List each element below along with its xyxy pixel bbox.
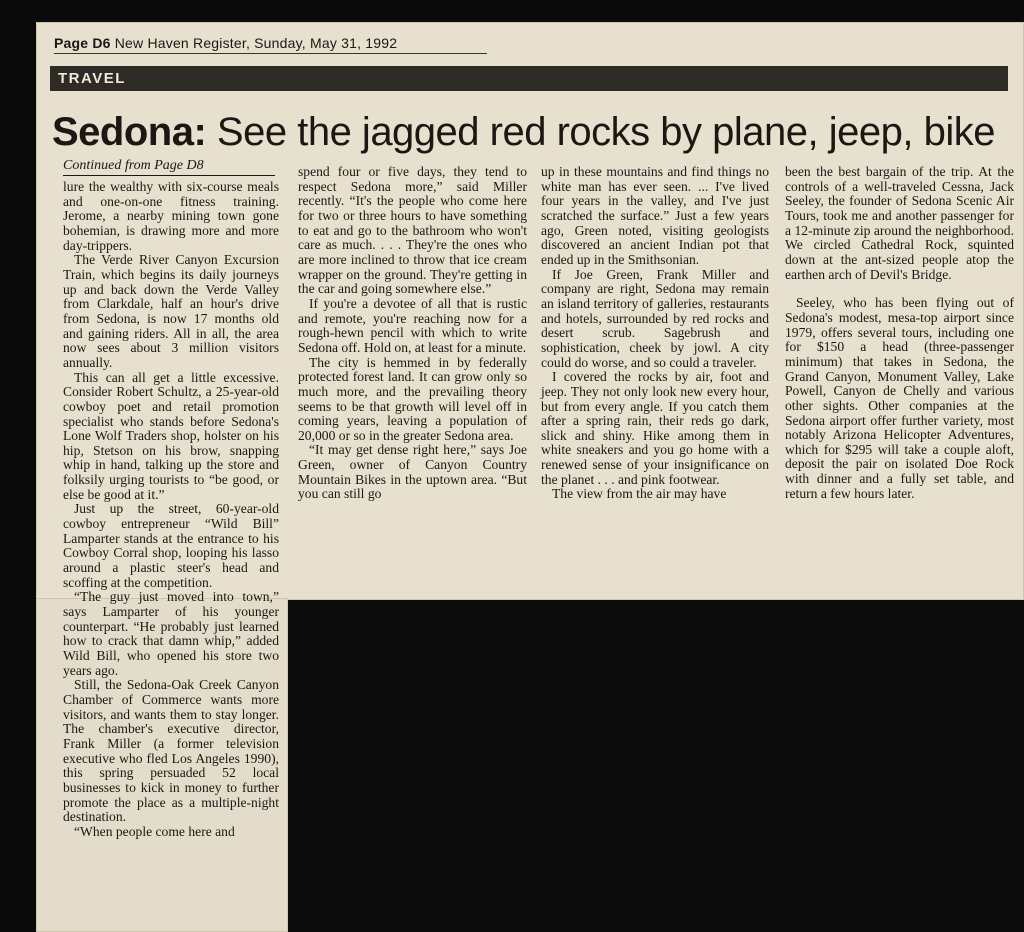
paragraph: The Verde River Canyon Excursion Train, which begins its daily journeys up and back down the Verde Valley from Clarkdale, half an hour's drive from Sedona, is now 17 months old and gaining riders. All in all, the area now sees about 3 million visitors annually. — [63, 252, 279, 370]
headline-lead: Sedona: — [52, 110, 207, 154]
paragraph: Still, the Sedona-Oak Creek Canyon Chamber of Commerce wants more visitors, and wants them to stay longer. The chamber's executive director, Frank Miller (a former television executive who fled Los Angeles 1990), this spring persuaded 52 local businesses to kick in money to further promote the place as a multiple-night destination. — [63, 677, 279, 825]
paragraph: “It may get dense right here,” says Joe Green, owner of Canyon Country Mountain Bikes in the uptown area. “But you can still go — [298, 442, 527, 502]
paragraph: spend four or five days, they tend to respect Sedona more,” said Miller recently. “It's the people who come here for two or three hours to have something to eat and go to the bathroom who won't care as much. . . . They're the ones who are more inclined to throw that ice cream wrapper on the ground. They're getting in the car and going somewhere else.” — [298, 164, 527, 297]
paragraph: Seeley, who has been flying out of Sedona's modest, mesa-top airport since 1979, offers several tours, including one for $150 a head (three-passenger minimum) that takes in Sedona, the Grand Canyon, Monument Valley, Lake Powell, Canyon de Chelly and various other sights. Other companies at the Sedona airport offer further variety, most notably Arizona Helicopter Adventures, which for $295 will take a couple aloft, deposit the pair on isolated Doe Rock with dinner and a fully set table, and return a few hours later. — [785, 295, 1014, 501]
paragraph: I covered the rocks by air, foot and jeep. They not only look new every hour, but from every angle. If you catch them after a spring rain, their reds go dark, slick and shiny. Hike among them in white sneakers and you go home with a renewed sense of your insignificance on the planet . . . and pink footwear. — [541, 369, 769, 487]
folio-page: Page D6 — [54, 35, 111, 51]
folio-line — [54, 35, 487, 54]
paragraph: “The guy just moved into town,” says Lamparter of his younger counterpart. “He probably just learned how to crack that damn whip,” added Wild Bill, who opened his store two years ago. — [63, 589, 279, 678]
black-background — [288, 600, 1024, 932]
paragraph: If Joe Green, Frank Miller and company are right, Sedona may remain an island territory of galleries, restaurants and hotels, surrounded by red rocks and desert scrub. Sagebrush and sophistication, cheek by jowl. A city could do worse, and so could a traveler. — [541, 266, 769, 370]
paragraph: Just up the street, 60-year-old cowboy entrepreneur “Wild Bill” Lamparter stands at the entrance to his Cowboy Corral shop, looping his lasso around a plastic steer's head and scoffing at the competition. — [63, 501, 279, 590]
paragraph: The view from the air may have — [552, 486, 727, 502]
article-column-4 — [785, 165, 1014, 501]
article-column-2 — [298, 165, 527, 502]
headline-rest: See the jagged red rocks by plane, jeep, bike — [216, 110, 995, 154]
paragraph: up in these mountains and find things no white man has ever seen. ... I've lived four years in the valley, and I've just scratched the surface.” Just a few years ago, Green noted, visiting geologists discovered an ancient Indian pot that ended up in the Smithsonian. — [541, 164, 769, 267]
section-bar — [50, 66, 1008, 91]
paragraph: If you're a devotee of all that is rustic and remote, you're reaching now for a rough-hewn pencil with which to write Sedona off. Hold on, at least for a minute. — [298, 295, 527, 355]
headline — [52, 108, 1012, 156]
paragraph: been the best bargain of the trip. At the controls of a well-traveled Cessna, Jack Seeley, the founder of Sedona Scenic Air Tours, took me and another passenger for a 12-minute zip around the neighborhood. We circled Cathedral Rock, squinted down at the ant-sized people atop the earthen arch of Devil's Bridge. — [785, 164, 1014, 282]
article-column-1 — [63, 180, 279, 840]
jump-line: Continued from Page D8 — [63, 158, 275, 176]
paragraph: lure the wealthy with six-course meals and one-on-one fitness training. Jerome, a nearby mining town gone bohemian, is drawing more and more day-trippers. — [63, 179, 279, 253]
paragraph: This can all get a little excessive. Consider Robert Schultz, a 25-year-old cowboy poet and retail promotion specialist who stands before Sedona's Lone Wolf Traders shop, holster on his hip, Stetson on his brow, snapping whip in hand, talking up the store and folksily urging tourists to “be good, or else be good at it.” — [63, 369, 279, 502]
paragraph: “When people come here and — [74, 823, 235, 839]
section-label: TRAVEL — [58, 70, 126, 87]
article-column-3 — [541, 165, 769, 502]
folio-paper-date: New Haven Register, Sunday, May 31, 1992 — [114, 35, 398, 51]
paragraph: The city is hemmed in by federally protected forest land. It can grow only so much more, and the prevailing theory seems to be that growth will level off in coming years, leaving a population of 20,000 or so in the greater Sedona area. — [298, 354, 527, 443]
